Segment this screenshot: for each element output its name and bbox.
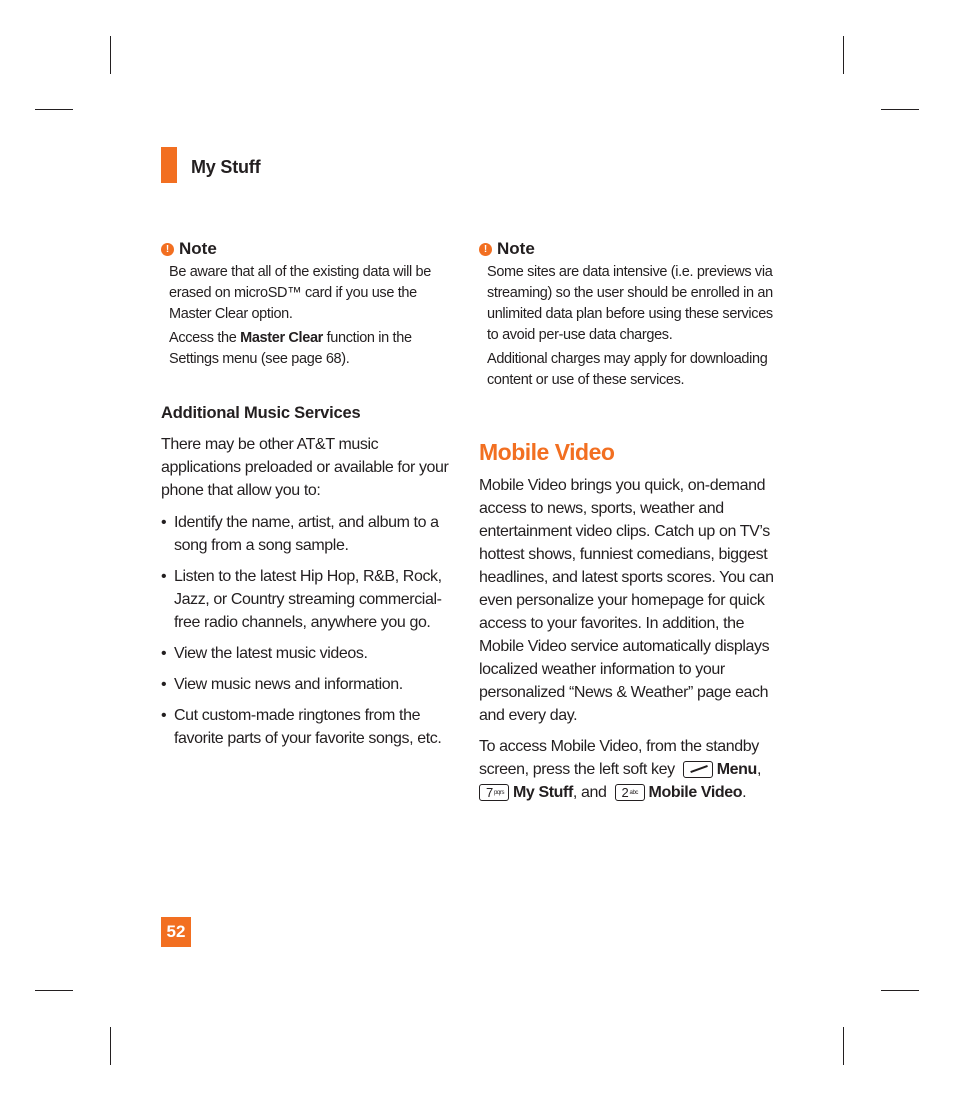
crop-mark (110, 36, 111, 74)
section-title: My Stuff (191, 157, 261, 177)
list-item: • Cut custom-made ringtones from the favorite parts of your favorite songs, etc. (161, 704, 461, 750)
access-text: To access Mobile Video, from the standby screen, press the left soft key (479, 738, 759, 778)
note-paragraph: Additional charges may apply for downloading content or use of these services. (487, 351, 768, 388)
exclamation-circle-icon: ! (161, 243, 174, 256)
crop-mark (35, 990, 73, 991)
right-column (479, 238, 779, 804)
crop-mark (881, 990, 919, 991)
left-column (161, 238, 461, 758)
key-2-icon (615, 784, 645, 801)
note-text: function in the Settings menu (see page 68). (169, 330, 412, 367)
crop-mark (110, 1027, 111, 1065)
crop-mark (35, 109, 73, 110)
page-number: 52 (161, 917, 191, 947)
note-paragraph: Some sites are data intensive (i.e. previews via streaming) so the user should be enrolled in an unlimited data plan before using these services to avoid per-use data charges. (487, 264, 773, 343)
menu-term: Menu (716, 761, 757, 778)
note-text: Access the (169, 330, 241, 346)
list-item: • View music news and information. (161, 673, 461, 696)
note-heading (479, 238, 779, 260)
crop-mark (843, 1027, 844, 1065)
access-text: , and (572, 784, 611, 801)
exclamation-circle-icon: ! (479, 243, 492, 256)
note-paragraph (169, 328, 461, 370)
mobile-video-description: Mobile Video brings you quick, on-demand access to news, sports, weather and entertainment video clips. Catch up on TV’s hottest shows, funniest comedians, biggest headlines, and latest sports scores. You can even personalize your homepage for quick access to your favorites. In addition, the Mobile Video service automatically displays localized weather information to your personalized “News & Weather” page each and every day. (479, 477, 774, 724)
key-7-icon (479, 784, 509, 801)
list-item: • Identify the name, artist, and album to a song from a song sample. (161, 511, 461, 557)
master-clear-term: Master Clear (240, 330, 323, 346)
access-instructions (479, 735, 779, 804)
note-heading-label: Note (497, 239, 535, 258)
bullet-list (161, 511, 461, 750)
left-soft-key-icon (683, 761, 713, 778)
key-letters: abc (629, 790, 639, 796)
list-item: • View the latest music videos. (161, 642, 461, 665)
access-text: . (742, 784, 747, 801)
section-marker (161, 147, 177, 183)
my-stuff-term: My Stuff (513, 784, 573, 801)
key-number: 2 (621, 785, 629, 800)
subheading: Additional Music Services (161, 404, 361, 422)
crop-mark (881, 109, 919, 110)
note-paragraph: Be aware that all of the existing data will be erased on microSD™ card if you use the Master Clear option. (169, 264, 431, 322)
intro-paragraph: There may be other AT&T music applications preloaded or available for your phone that allow you to: (161, 436, 449, 499)
list-item: • Listen to the latest Hip Hop, R&B, Rock, Jazz, or Country streaming commercial-free radio channels, anywhere you go. (161, 565, 461, 634)
note-heading-label: Note (179, 239, 217, 258)
mobile-video-term: Mobile Video (648, 784, 743, 801)
note-heading (161, 238, 461, 260)
key-letters: pqrs (494, 790, 505, 796)
access-text: , (756, 761, 761, 778)
mobile-video-heading: Mobile Video (479, 439, 615, 465)
key-number: 7 (486, 785, 493, 800)
crop-mark (843, 36, 844, 74)
